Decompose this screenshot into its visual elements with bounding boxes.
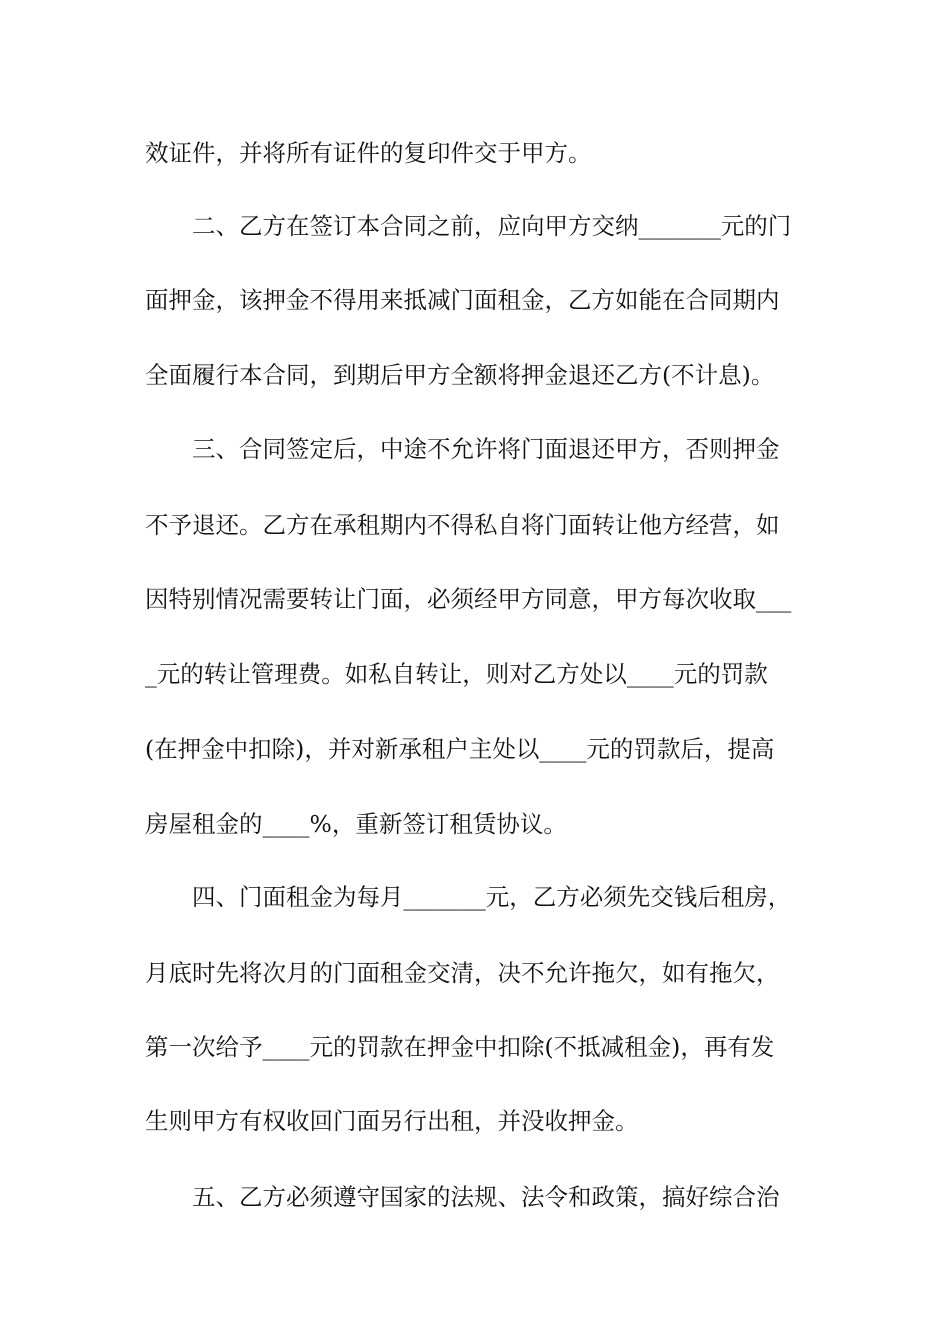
text-line: 面押金，该押金不得用来抵减门面租金，乙方如能在合同期内 xyxy=(145,286,780,314)
text-line: 二、乙方在签订本合同之前，应向甲方交纳_______元的门 xyxy=(145,212,792,240)
text-line: 效证件，并将所有证件的复印件交于甲方。 xyxy=(145,139,592,167)
text-line: _元的转让管理费。如私自转让，则对乙方处以____元的罚款 xyxy=(145,660,768,688)
text-line: 生则甲方有权收回门面另行出租，并没收押金。 xyxy=(145,1107,639,1135)
text-line: 不予退还。乙方在承租期内不得私自将门面转让他方经营，如 xyxy=(145,511,780,539)
text-line: 房屋租金的____%，重新签订租赁协议。 xyxy=(145,810,567,838)
text-line: 第一次给予____元的罚款在押金中扣除(不抵减租金)，再有发 xyxy=(145,1033,775,1061)
text-line: (在押金中扣除)，并对新承租户主处以____元的罚款后，提高 xyxy=(145,735,775,763)
text-line: 全面履行本合同，到期后甲方全额将押金退还乙方(不计息)。 xyxy=(145,361,775,389)
text-line: 四、门面租金为每月_______元，乙方必须先交钱后租房， xyxy=(145,883,792,911)
text-line: 三、合同签定后，中途不允许将门面退还甲方，否则押金 xyxy=(145,435,780,463)
text-line: 月底时先将次月的门面租金交清，决不允许拖欠，如有拖欠， xyxy=(145,959,780,987)
text-line: 因特别情况需要转让门面，必须经甲方同意，甲方每次收取___ xyxy=(145,585,792,613)
text-line: 五、乙方必须遵守国家的法规、法令和政策，搞好综合治 xyxy=(145,1183,780,1211)
